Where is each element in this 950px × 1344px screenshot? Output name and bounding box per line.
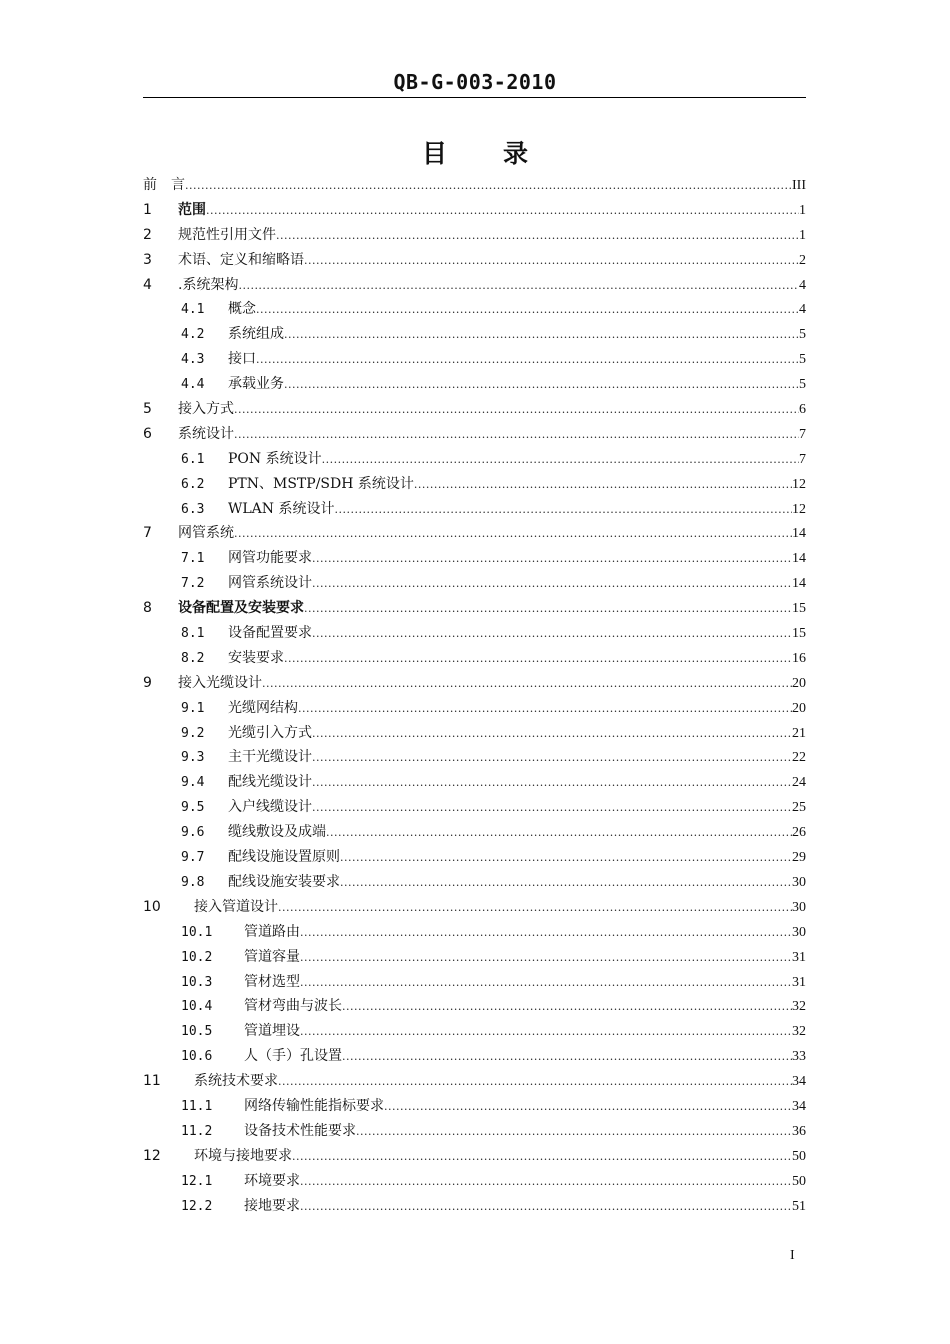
toc-entry-page: 12 xyxy=(792,476,806,492)
toc-entry-number: 10 xyxy=(143,898,161,915)
toc-leader-dots xyxy=(312,722,792,747)
toc-leader-dots xyxy=(312,746,792,771)
toc-entry-number: 6.1 xyxy=(181,451,205,467)
toc-entry-title: PTN、MSTP/SDH 系统设计 xyxy=(228,475,414,492)
toc-leader-dots xyxy=(185,174,792,199)
toc-entry-title: 系统组成 xyxy=(228,326,284,343)
toc-leader-dots xyxy=(356,1120,792,1145)
toc-entry-title: 配线光缆设计 xyxy=(228,774,312,791)
toc-entry-page: 51 xyxy=(792,1198,806,1214)
toc-entry-title: 环境与接地要求 xyxy=(194,1147,292,1164)
toc-leader-dots xyxy=(304,249,799,274)
toc-entry-number: 8.2 xyxy=(181,650,205,666)
toc-entry-page: 34 xyxy=(792,1074,806,1090)
toc-entry[interactable] xyxy=(143,646,806,671)
toc-entry-title: 管道容量 xyxy=(244,948,300,965)
toc-entry-number: 12.1 xyxy=(181,1173,213,1189)
toc-entry-number: 4.2 xyxy=(181,327,205,343)
toc-leader-dots xyxy=(414,473,792,498)
toc-entry-page: 5 xyxy=(799,352,806,368)
toc-leader-dots xyxy=(312,547,792,572)
toc-entry-number: 9.2 xyxy=(181,725,205,741)
toc-entry-page: 20 xyxy=(792,700,806,716)
toc-entry-number: 10.6 xyxy=(181,1049,213,1065)
toc-title-right: 录 xyxy=(503,139,529,168)
toc-entry[interactable] xyxy=(143,223,806,248)
toc-entry-title: 配线设施设置原则 xyxy=(228,849,340,866)
toc-entry[interactable] xyxy=(143,497,806,522)
toc-entry-title: 配线设施安装要求 xyxy=(228,873,340,890)
toc-entry-number: 4.1 xyxy=(181,302,205,318)
toc-leader-dots xyxy=(335,498,793,523)
toc-entry-number: 5 xyxy=(143,401,152,418)
toc-entry[interactable] xyxy=(143,347,806,372)
toc-entry-page: 36 xyxy=(792,1123,806,1139)
toc-entry-title: 入户线缆设计 xyxy=(228,799,312,816)
toc-leader-dots xyxy=(300,1195,792,1220)
toc-entry-page: 1 xyxy=(799,227,806,243)
toc-entry-page: 14 xyxy=(792,551,806,567)
toc-entry[interactable] xyxy=(143,173,806,198)
toc-entry[interactable] xyxy=(143,297,806,322)
toc-entry[interactable] xyxy=(143,1194,806,1219)
toc-entry[interactable] xyxy=(143,621,806,646)
toc-entry-page: 30 xyxy=(792,874,806,890)
toc-entry[interactable] xyxy=(143,1019,806,1044)
toc-leader-dots xyxy=(256,348,799,373)
toc-entry-title: 管道埋设 xyxy=(244,1023,300,1040)
toc-entry-page: 32 xyxy=(792,999,806,1015)
toc-entry-page: 7 xyxy=(799,426,806,442)
toc-entry[interactable] xyxy=(143,1119,806,1144)
toc-entry[interactable] xyxy=(143,372,806,397)
toc-entry-page: 24 xyxy=(792,775,806,791)
toc-entry-number: 前 言 xyxy=(143,177,185,193)
toc-leader-dots xyxy=(300,921,792,946)
toc-entry-page: 5 xyxy=(799,377,806,393)
toc-leader-dots xyxy=(206,199,799,224)
toc-entry-number: 7.2 xyxy=(181,576,205,592)
toc-entry-title: 环境要求 xyxy=(244,1172,300,1189)
toc-entry-number: 9.6 xyxy=(181,825,205,841)
toc-entry-title: 概念 xyxy=(228,301,256,318)
toc-entry-page: 16 xyxy=(792,650,806,666)
document-code: QB-G-003-2010 xyxy=(393,70,557,94)
toc-entry-title: 接入方式 xyxy=(178,401,234,418)
toc-entry[interactable] xyxy=(143,770,806,795)
toc-entry-title: 光缆引入方式 xyxy=(228,724,312,741)
toc-entry-number: 3 xyxy=(143,251,152,268)
toc-entry[interactable] xyxy=(143,447,806,472)
toc-entry-number: 1 xyxy=(143,201,152,218)
toc-entry[interactable] xyxy=(143,596,806,621)
toc-entry-number: 8.1 xyxy=(181,626,205,642)
toc-entry-number: 10.1 xyxy=(181,924,213,940)
toc-entry-number: 9.3 xyxy=(181,750,205,766)
toc-entry-number: 9.1 xyxy=(181,700,205,716)
toc-entry[interactable] xyxy=(143,1094,806,1119)
toc-entry[interactable] xyxy=(143,322,806,347)
toc-entry-number: 10.4 xyxy=(181,999,213,1015)
toc-entry-page: 20 xyxy=(792,675,806,691)
toc-entry-number: 12.2 xyxy=(181,1198,213,1214)
toc-entry-number: 4 xyxy=(143,276,152,293)
toc-entry-title: 规范性引用文件 xyxy=(178,226,276,243)
toc-entry-title: 网络传输性能指标要求 xyxy=(244,1097,384,1114)
toc-entry[interactable] xyxy=(143,820,806,845)
toc-entry[interactable] xyxy=(143,994,806,1019)
table-of-contents xyxy=(143,173,806,1218)
toc-entry-number: 7.1 xyxy=(181,551,205,567)
toc-entry-title: WLAN 系统设计 xyxy=(228,500,335,517)
toc-entry-title: 接口 xyxy=(228,351,256,368)
toc-entry-page: 33 xyxy=(792,1049,806,1065)
toc-entry[interactable] xyxy=(143,248,806,273)
toc-leader-dots xyxy=(292,1145,792,1170)
toc-entry-title: PON 系统设计 xyxy=(228,450,322,467)
toc-entry[interactable] xyxy=(143,696,806,721)
toc-leader-dots xyxy=(278,896,792,921)
toc-entry-number: 2 xyxy=(143,226,152,243)
toc-entry-number: 10.2 xyxy=(181,949,213,965)
toc-entry-number: 4.3 xyxy=(181,352,205,368)
toc-entry-title: 设备技术性能要求 xyxy=(244,1122,356,1139)
toc-entry[interactable] xyxy=(143,546,806,571)
toc-entry-title: 系统技术要求 xyxy=(194,1073,278,1090)
toc-entry-page: 6 xyxy=(799,402,806,418)
toc-entry-page: 15 xyxy=(792,601,806,617)
toc-entry[interactable] xyxy=(143,895,806,920)
toc-entry-number: 11 xyxy=(143,1073,161,1090)
toc-entry[interactable] xyxy=(143,870,806,895)
toc-entry-page: 14 xyxy=(792,576,806,592)
toc-entry-number: 9.8 xyxy=(181,874,205,890)
toc-leader-dots xyxy=(234,398,799,423)
toc-entry-title: 管材弯曲与波长 xyxy=(244,998,342,1015)
toc-entry-title: 范围 xyxy=(178,201,206,218)
toc-entry-page: 7 xyxy=(799,451,806,467)
toc-entry-page: 29 xyxy=(792,850,806,866)
toc-leader-dots xyxy=(284,647,792,672)
toc-entry-page: 5 xyxy=(799,327,806,343)
toc-entry[interactable] xyxy=(143,671,806,696)
toc-leader-dots xyxy=(262,672,792,697)
toc-entry-number: 11.1 xyxy=(181,1098,213,1114)
toc-entry-number: 4.4 xyxy=(181,377,205,393)
toc-leader-dots xyxy=(340,871,792,896)
toc-leader-dots xyxy=(278,1070,792,1095)
toc-entry[interactable] xyxy=(143,521,806,546)
toc-entry-number: 6 xyxy=(143,425,152,442)
toc-entry-page: 26 xyxy=(792,825,806,841)
toc-entry[interactable] xyxy=(143,422,806,447)
toc-entry-page: 31 xyxy=(792,974,806,990)
toc-title xyxy=(0,134,950,170)
toc-entry-page: 1 xyxy=(799,202,806,218)
toc-entry-number: 10.5 xyxy=(181,1024,213,1040)
toc-entry-number: 10.3 xyxy=(181,974,213,990)
toc-leader-dots xyxy=(284,373,799,398)
toc-entry[interactable] xyxy=(143,397,806,422)
toc-entry-title: 光缆网结构 xyxy=(228,699,298,716)
toc-leader-dots xyxy=(276,224,799,249)
toc-entry-title: 接地要求 xyxy=(244,1197,300,1214)
toc-entry[interactable] xyxy=(143,745,806,770)
toc-entry-page: 32 xyxy=(792,1024,806,1040)
toc-leader-dots xyxy=(234,522,792,547)
toc-entry-title: 承载业务 xyxy=(228,376,284,393)
toc-entry[interactable] xyxy=(143,1069,806,1094)
toc-leader-dots xyxy=(322,448,799,473)
toc-entry-page: 50 xyxy=(792,1148,806,1164)
toc-entry-title: 术语、定义和缩略语 xyxy=(178,251,304,268)
toc-entry-title: 网管系统设计 xyxy=(228,575,312,592)
toc-entry[interactable] xyxy=(143,571,806,596)
toc-entry[interactable] xyxy=(143,198,806,223)
toc-leader-dots xyxy=(300,946,792,971)
toc-entry-page: 30 xyxy=(792,899,806,915)
toc-entry-number: 6.3 xyxy=(181,501,205,517)
toc-leader-dots xyxy=(300,1020,792,1045)
toc-leader-dots xyxy=(340,846,792,871)
toc-entry-page: III xyxy=(792,178,806,193)
toc-entry-page: 4 xyxy=(799,277,806,293)
toc-entry[interactable] xyxy=(143,945,806,970)
toc-entry-title: 管材选型 xyxy=(244,973,300,990)
toc-entry[interactable] xyxy=(143,920,806,945)
toc-leader-dots xyxy=(284,323,799,348)
toc-leader-dots xyxy=(300,1170,792,1195)
toc-entry-page: 14 xyxy=(792,526,806,542)
toc-entry-title: 主干光缆设计 xyxy=(228,749,312,766)
toc-leader-dots xyxy=(384,1095,792,1120)
toc-entry-page: 22 xyxy=(792,750,806,766)
toc-entry-page: 30 xyxy=(792,924,806,940)
toc-leader-dots xyxy=(312,622,792,647)
toc-leader-dots xyxy=(298,697,792,722)
toc-entry-page: 50 xyxy=(792,1173,806,1189)
toc-entry-title: 网管功能要求 xyxy=(228,550,312,567)
toc-entry[interactable] xyxy=(143,1144,806,1169)
toc-entry-title: 人（手）孔设置 xyxy=(244,1048,342,1065)
toc-entry-number: 9.5 xyxy=(181,800,205,816)
toc-leader-dots xyxy=(256,298,799,323)
toc-entry-page: 34 xyxy=(792,1098,806,1114)
toc-leader-dots xyxy=(238,274,799,299)
toc-leader-dots xyxy=(234,423,799,448)
toc-entry-number: 11.2 xyxy=(181,1123,213,1139)
toc-entry-title: 安装要求 xyxy=(228,649,284,666)
toc-leader-dots xyxy=(312,572,792,597)
toc-leader-dots xyxy=(342,995,792,1020)
toc-entry-title: 缆线敷设及成端 xyxy=(228,824,326,841)
toc-entry-number: 9 xyxy=(143,674,152,691)
toc-entry-page: 15 xyxy=(792,626,806,642)
toc-leader-dots xyxy=(312,771,792,796)
header-rule xyxy=(143,97,806,98)
toc-entry[interactable] xyxy=(143,970,806,995)
toc-entry-number: 7 xyxy=(143,525,152,542)
toc-entry-number: 9.7 xyxy=(181,850,205,866)
toc-entry-title: 网管系统 xyxy=(178,525,234,542)
toc-title-left: 目 xyxy=(421,139,447,168)
toc-leader-dots xyxy=(342,1045,792,1070)
toc-leader-dots xyxy=(300,971,792,996)
footer-page-number: I xyxy=(790,1248,795,1263)
toc-entry-number: 8 xyxy=(143,600,152,617)
toc-entry-page: 21 xyxy=(792,725,806,741)
toc-entry[interactable] xyxy=(143,273,806,298)
toc-entry-page: 31 xyxy=(792,949,806,965)
toc-entry-title: 管道路由 xyxy=(244,923,300,940)
toc-entry-number: 6.2 xyxy=(181,476,205,492)
toc-entry-page: 2 xyxy=(799,252,806,268)
toc-entry-page: 4 xyxy=(799,302,806,318)
toc-entry-title: 系统设计 xyxy=(178,425,234,442)
toc-entry[interactable] xyxy=(143,845,806,870)
toc-entry-number: 12 xyxy=(143,1147,161,1164)
toc-entry-title: 接入光缆设计 xyxy=(178,674,262,691)
toc-entry[interactable] xyxy=(143,1044,806,1069)
toc-entry[interactable] xyxy=(143,795,806,820)
toc-entry[interactable] xyxy=(143,721,806,746)
toc-entry-title: 设备配置及安装要求 xyxy=(178,600,304,617)
toc-entry-page: 25 xyxy=(792,800,806,816)
toc-entry[interactable] xyxy=(143,472,806,497)
toc-leader-dots xyxy=(312,796,792,821)
toc-leader-dots xyxy=(326,821,792,846)
toc-entry-page: 12 xyxy=(792,501,806,517)
toc-entry-number: 9.4 xyxy=(181,775,205,791)
toc-entry[interactable] xyxy=(143,1169,806,1194)
toc-leader-dots xyxy=(304,597,792,622)
toc-entry-title: 设备配置要求 xyxy=(228,625,312,642)
toc-entry-title: .系统架构 xyxy=(178,276,239,293)
toc-entry-title: 接入管道设计 xyxy=(194,898,278,915)
